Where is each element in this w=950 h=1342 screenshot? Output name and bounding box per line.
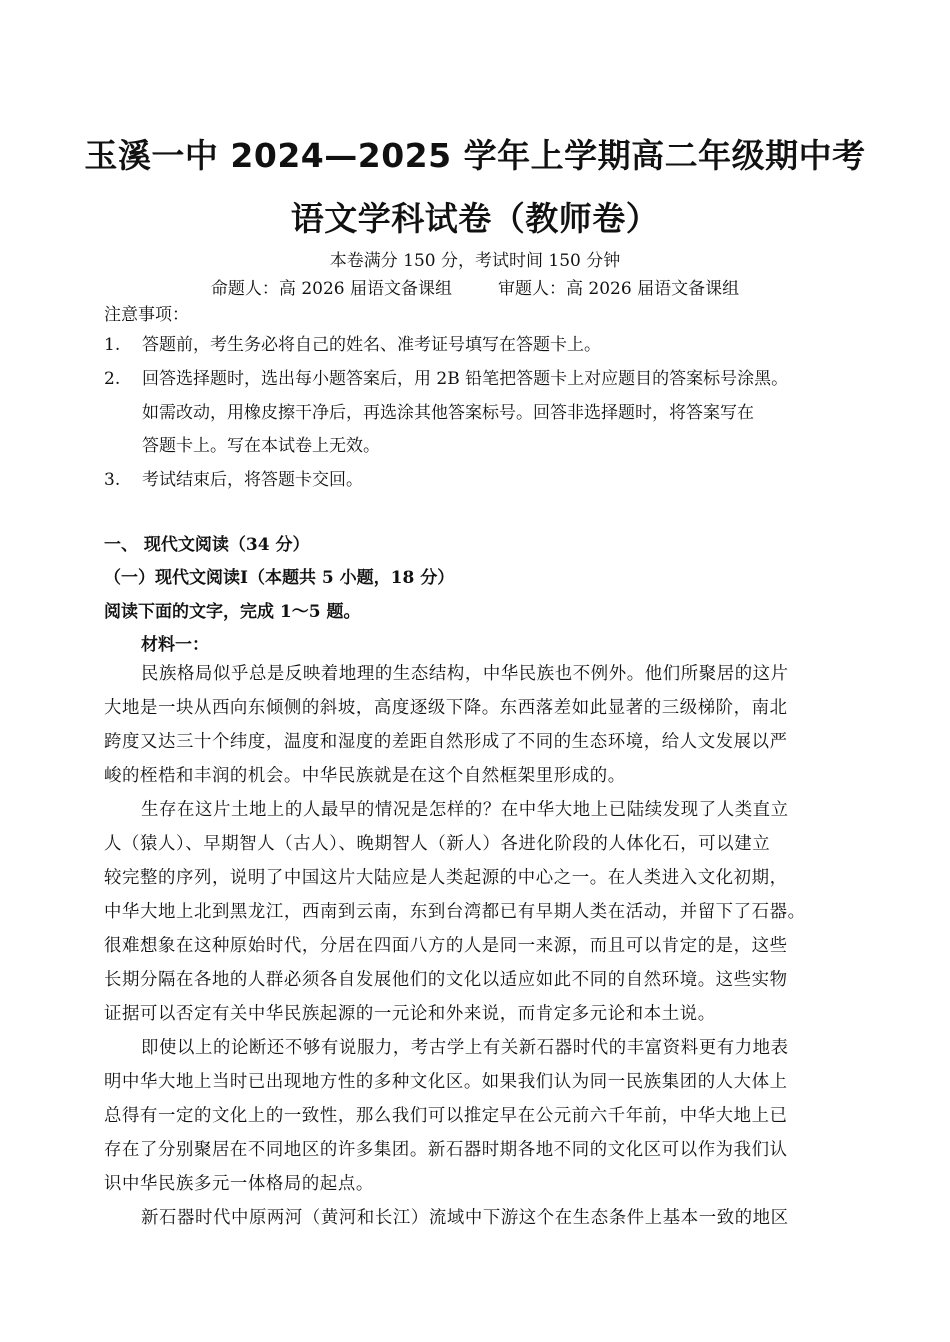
notice-item-text: 考试结束后，将答题卡交回。 xyxy=(142,470,363,490)
passage-line: 识中华民族多元一体格局的起点。 xyxy=(104,1174,374,1194)
passage-line: 明中华大地上当时已出现地方性的多种文化区。如果我们认为同一民族集团的人大体上 xyxy=(104,1072,788,1092)
material-label: 材料一： xyxy=(141,635,209,655)
passage-line: 跨度又达三十个纬度，温度和湿度的差距自然形成了不同的生态环境，给人文发展以严 xyxy=(104,732,788,752)
notice-item xyxy=(104,465,363,490)
passage-line: 较完整的序列，说明了中国这片大陆应是人类起源的中心之一。在人类进入文化初期， xyxy=(104,868,788,888)
passage-line: 证据可以否定有关中华民族起源的一元论和外来说，而肯定多元论和本土说。 xyxy=(104,1004,716,1024)
notice-item-number: 2. xyxy=(104,369,121,389)
notice-item-continuation: 答题卡上。写在本试卷上无效。 xyxy=(142,436,380,456)
reviewer-label: 审题人：高 2026 届语文备课组 xyxy=(498,279,740,299)
passage-line: 大地是一块从西向东倾侧的斜坡，高度逐级下降。东西落差如此显著的三级梯阶，南北 xyxy=(104,698,788,718)
notice-item-number: 3. xyxy=(104,470,121,490)
exam-title-line2: 语文学科试卷（教师卷） xyxy=(290,199,660,238)
section-instruction: 阅读下面的文字，完成 1～5 题。 xyxy=(104,602,361,622)
passage-line: 人（猿人）、早期智人（古人）、晚期智人（新人）各进化阶段的人体化石，可以建立 xyxy=(104,834,771,854)
notice-item-number: 1. xyxy=(104,335,121,355)
section-heading: 一、 现代文阅读（34 分） xyxy=(104,535,310,555)
passage-line: 民族格局似乎总是反映着地理的生态结构，中华民族也不例外。他们所聚居的这片 xyxy=(141,664,789,684)
notice-item xyxy=(104,330,601,355)
exam-title-line1: 玉溪一中 2024—2025 学年上学期高二年级期中考 xyxy=(84,136,866,175)
notice-item xyxy=(104,364,788,389)
notice-item-text: 回答选择题时，选出每小题答案后，用 2B 铅笔把答题卡上对应题目的答案标号涂黑。 xyxy=(142,369,789,389)
passage-line: 长期分隔在各地的人群必须各自发展他们的文化以适应如此不同的自然环境。这些实物 xyxy=(104,970,788,990)
passage-line: 存在了分别聚居在不同地区的许多集团。新石器时期各地不同的文化区可以作为我们认 xyxy=(104,1140,788,1160)
passage-line: 生存在这片土地上的人最早的情况是怎样的？在中华大地上已陆续发现了人类直立 xyxy=(141,800,789,820)
passage-line: 即使以上的论断还不够有说服力，考古学上有关新石器时代的丰富资料更有力地表 xyxy=(141,1038,789,1058)
section-subheading: （一）现代文阅读Ⅰ（本题共 5 小题，18 分） xyxy=(104,568,455,588)
passage-line: 很难想象在这种原始时代，分居在四面八方的人是同一来源，而且可以肯定的是，这些 xyxy=(104,936,788,956)
exam-info: 本卷满分 150 分，考试时间 150 分钟 xyxy=(329,251,621,271)
notice-heading: 注意事项： xyxy=(104,305,189,325)
passage-line: 中华大地上北到黑龙江，西南到云南，东到台湾都已有早期人类在活动，并留下了石器。 xyxy=(104,902,806,922)
exam-authors xyxy=(0,274,950,299)
passage-line: 峻的桎梏和丰润的机会。中华民族就是在这个自然框架里形成的。 xyxy=(104,766,626,786)
author-label: 命题人：高 2026 届语文备课组 xyxy=(210,279,452,299)
notice-item-continuation: 如需改动，用橡皮擦干净后，再选涂其他答案标号。回答非选择题时，将答案写在 xyxy=(142,403,754,423)
passage-line: 总得有一定的文化上的一致性，那么我们可以推定早在公元前六千年前，中华大地上已 xyxy=(104,1106,788,1126)
passage-line: 新石器时代中原两河（黄河和长江）流域中下游这个在生态条件上基本一致的地区 xyxy=(141,1208,789,1228)
notice-item-text: 答题前，考生务必将自己的姓名、准考证号填写在答题卡上。 xyxy=(142,335,601,355)
